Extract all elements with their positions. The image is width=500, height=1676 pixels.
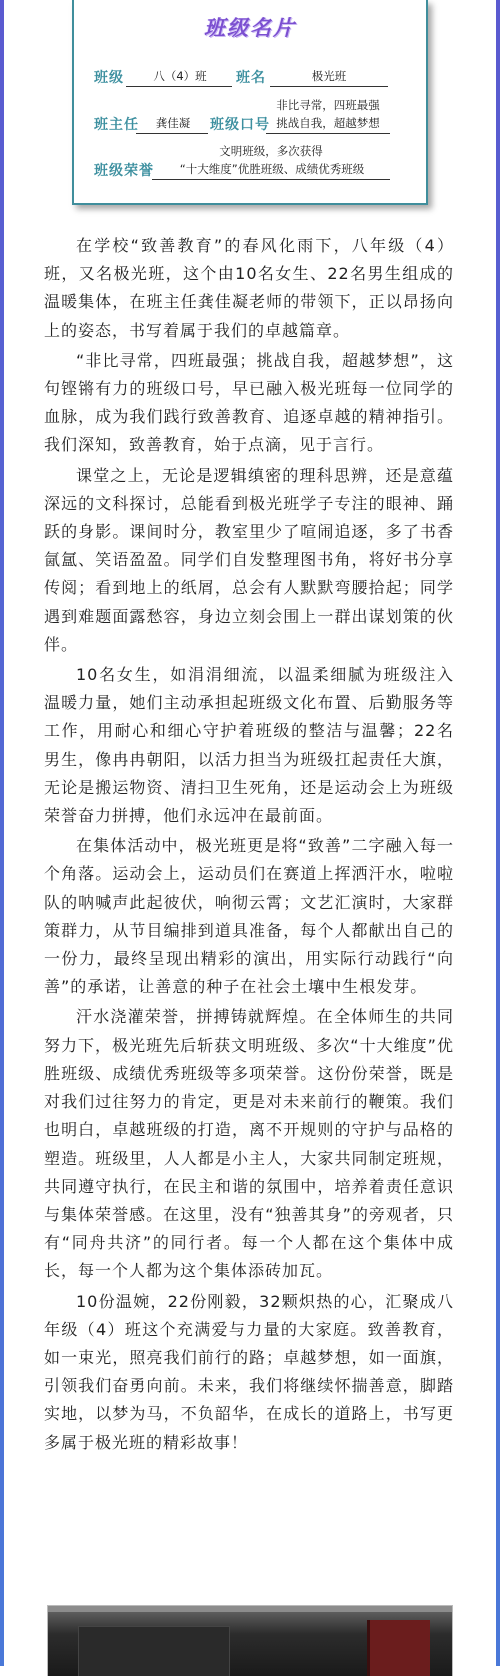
photo-door <box>367 1620 430 1676</box>
slogan-line-2: 挑战自我，超越梦想 <box>276 116 380 130</box>
photo-ceiling <box>48 1606 452 1612</box>
paragraph-5: 在集体活动中，极光班更是将“致善”二字融入每一个角落。运动会上，运动员们在赛道上挥洒汗水，啦啦队的呐喊声此起彼伏，响彻云霄；文艺汇演时，大家群策群力，从节目编排到道具准备，每个人都献出自己的一份力，最终呈现出精彩的演出，用实际行动践行“向善”的承诺，让善意的种子在社会土壤中生根发芽。 <box>44 836 454 997</box>
paragraph-1: 在学校“致善教育”的春风化雨下，八年级（4）班，又名极光班，这个由10名女生、22名男生组成的温暖集体，在班主任龚佳凝老师的带领下，正以昂扬向上的姿态，书写着属于我们的卓越篇章。 <box>44 236 454 340</box>
article-body <box>44 232 454 1459</box>
teacher-underline <box>136 133 208 134</box>
paragraph-7: 10份温婉，22份刚毅，32颗炽热的心，汇聚成八年级（4）班这个充满爱与力量的大家庭。致善教育，如一束光，照亮我们前行的路；卓越梦想，如一面旗，引领我们奋勇向前。未来，我们将继续怀揣善意，脚踏实地，以梦为马，不负韶华，在成长的道路上，书写更多属于极光班的精彩故事！ <box>44 1291 454 1452</box>
paragraph-6: 汗水浇灌荣誉，拼搏铸就辉煌。在全体师生的共同努力下，极光班先后斩获文明班级、多次“十大维度”优胜班级、成绩优秀班级等多项荣誉。这份份荣誉，既是对我们过往努力的肯定，更是对未来前行的鞭策。我们也明白，卓越班级的打造，离不开规则的守护与品格的塑造。班级里，人人都是小主人，大家共同制定班规，共同遵守执行，在民主和谐的氛围中，培养着责任意识与集体荣誉感。在这里，没有“独善其身”的旁观者，只有“同舟共济”的同行者。每一个人都在这个集体中成长，每一个人都为这个集体添砖加瓦。 <box>44 1007 454 1281</box>
card-title: 班级名片 <box>204 16 296 40</box>
right-border <box>496 0 500 1666</box>
class-value: 八（4）班 <box>153 69 207 83</box>
name-label: 班名 <box>236 70 266 86</box>
slogan-label: 班级口号 <box>210 117 270 133</box>
class-label: 班级 <box>94 70 124 86</box>
paragraph-4: 10名女生，如涓涓细流，以温柔细腻为班级注入温暖力量，她们主动承担起班级文化布置、后勤服务等工作，用耐心和细心守护着班级的整洁与温馨；22名男生，像冉冉朝阳，以活力担当为班级扛起责任大旗，无论是搬运物资、清扫卫生死角，还是运动会上为班级荣誉奋力拼搏，他们永远冲在最前面。 <box>44 665 454 826</box>
honor-underline <box>152 179 390 180</box>
paragraph-2: “非比寻常，四班最强；挑战自我，超越梦想”，这句铿锵有力的班级口号，早已融入极光班每一位同学的血脉，成为我们践行致善教育、追逐卓越的精神指引。我们深知，致善教育，始于点滴，见于言行。 <box>44 350 454 455</box>
left-border <box>0 0 4 1666</box>
slogan-line-1: 非比寻常，四班最强 <box>276 98 380 112</box>
paragraph-3: 课堂之上，无论是逻辑缜密的理科思辨，还是意蕴深远的文科探讨，总能看到极光班学子专注的眼神、踊跃的身影。课间时分，教室里少了喧闹追逐，多了书香氤氲、笑语盈盈。同学们自发整理图书角，将好书分享传阅；看到地上的纸屑，总会有人默默弯腰拾起；同学遇到难题面露愁容，身边立刻会围上一群出谋划策的伙伴。 <box>44 465 454 654</box>
slogan-underline <box>266 133 390 134</box>
teacher-value: 龚佳凝 <box>155 116 191 130</box>
name-value: 极光班 <box>311 69 347 83</box>
class-card <box>72 0 428 205</box>
honor-line-2: “十大维度”优胜班级、成绩优秀班级 <box>179 162 365 176</box>
photo-blackboard <box>78 1626 230 1676</box>
name-underline <box>270 86 388 87</box>
teacher-label: 班主任 <box>94 117 139 133</box>
class-underline <box>126 86 232 87</box>
honor-label: 班级荣誉 <box>94 163 154 179</box>
honor-line-1: 文明班级，多次获得 <box>219 144 323 158</box>
